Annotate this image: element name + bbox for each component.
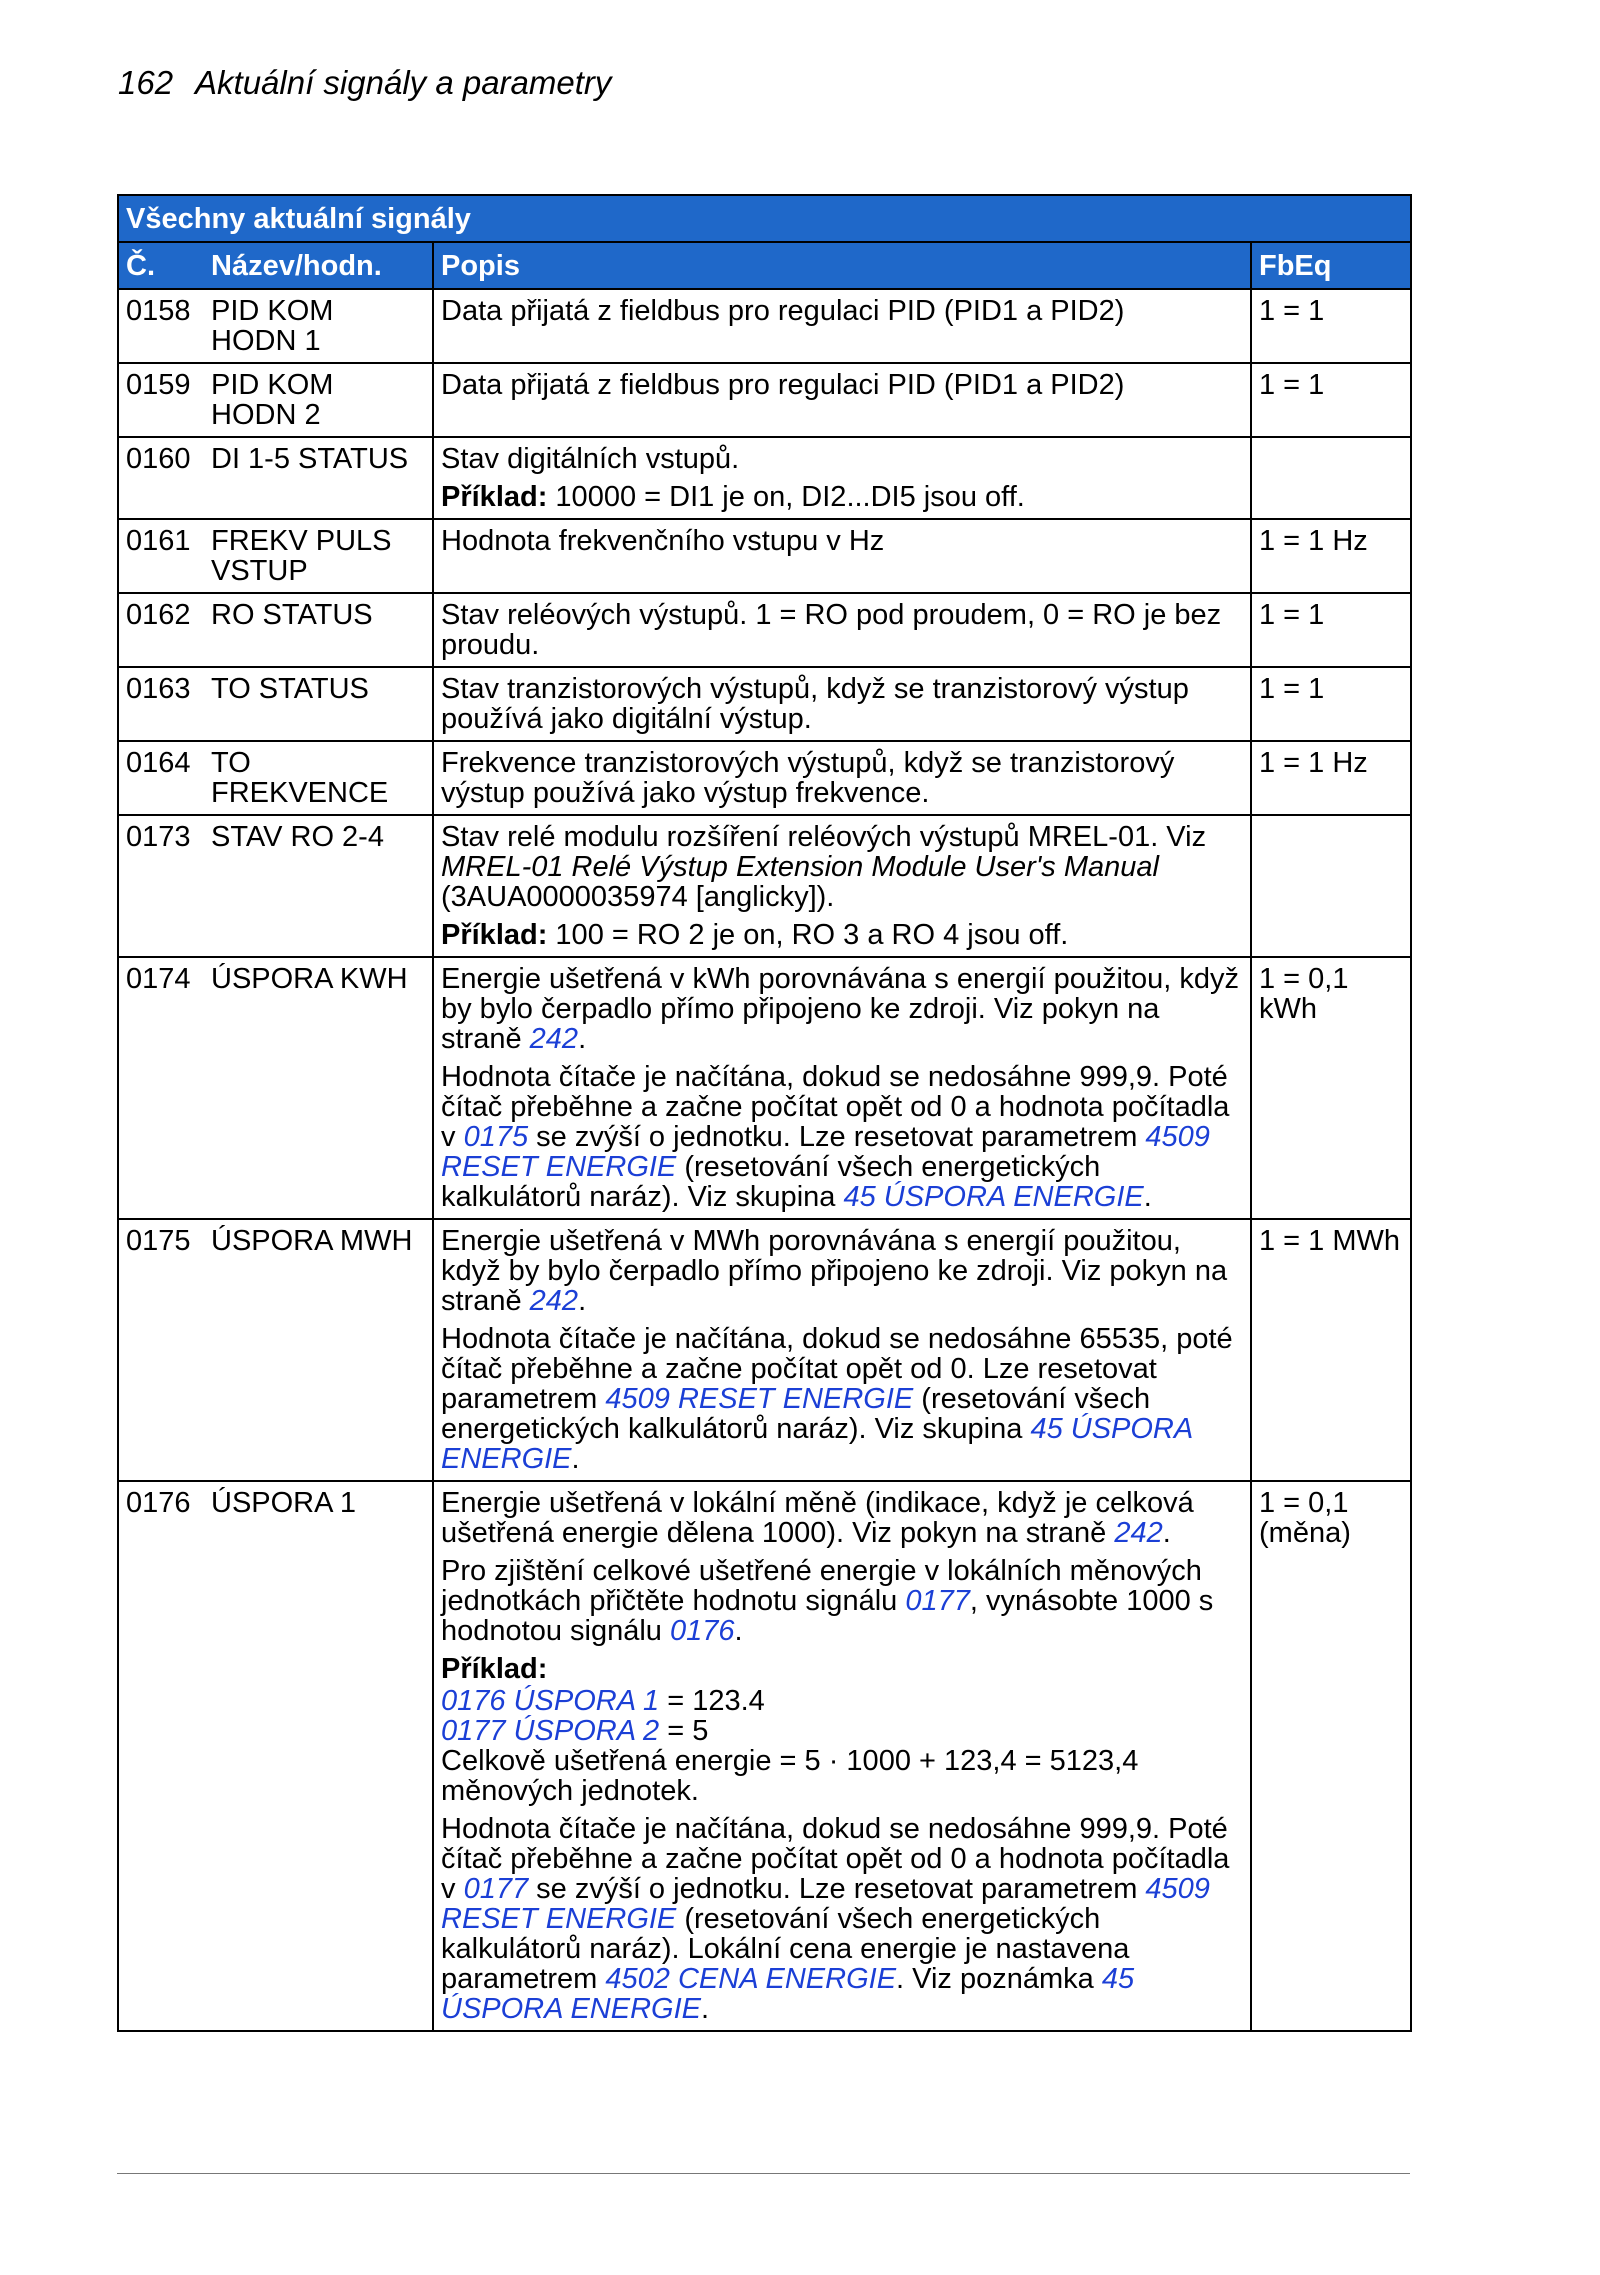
- signal-code: 0174: [118, 957, 204, 1219]
- cross-reference-link[interactable]: 0176: [669, 1615, 735, 1647]
- signal-name: DI 1-5 STATUS: [204, 437, 433, 519]
- table-row: [118, 741, 1411, 815]
- signal-fbeq: 1 = 1: [1251, 363, 1411, 437]
- signal-description: [433, 363, 1251, 437]
- description-paragraph: Stav tranzistorových výstupů, když se tranzistorový výstup používá jako digitální výstup.: [441, 673, 1189, 735]
- example-label: Příklad:: [441, 1653, 548, 1685]
- signal-code: 0163: [118, 667, 204, 741]
- signal-description: [433, 593, 1251, 667]
- signal-name: STAV RO 2-4: [204, 815, 433, 957]
- description-paragraph: Data přijatá z fieldbus pro regulaci PID (PID1 a PID2): [441, 295, 1125, 327]
- column-header-fbeq: FbEq: [1251, 242, 1411, 289]
- table-row: [118, 667, 1411, 741]
- signal-description: [433, 437, 1251, 519]
- signal-name: RO STATUS: [204, 593, 433, 667]
- cross-reference-link[interactable]: 0175: [463, 1121, 529, 1153]
- cross-reference-link[interactable]: 4509 RESET ENERGIE: [441, 1873, 1210, 1935]
- signal-description: [433, 519, 1251, 593]
- table-header-row: [118, 242, 1411, 289]
- cross-reference-link[interactable]: 0177: [463, 1873, 529, 1905]
- description-paragraph: Hodnota čítače je načítána, dokud se nedosáhne 999,9. Poté čítač přeběhne a začne počítat opět od 0 a hodnota počítadla v 0175 se zvýší o jednotku. Lze resetovat parametrem 4509 RESET ENERGIE (resetování všech energetických kalkulátorů naráz). Viz skupina 45 ÚSPORA ENERGIE.: [441, 1061, 1230, 1213]
- signal-code: 0175: [118, 1219, 204, 1481]
- table-row: [118, 519, 1411, 593]
- example-paragraph: Příklad: 100 = RO 2 je on, RO 3 a RO 4 jsou off.: [441, 919, 1069, 951]
- description-paragraph: Data přijatá z fieldbus pro regulaci PID (PID1 a PID2): [441, 369, 1125, 401]
- manual-title: MREL-01 Relé Výstup Extension Module User's Manual: [441, 851, 1159, 883]
- description-paragraph: Energie ušetřená v MWh porovnávána s energií použitou, když by bylo čerpadlo přímo připojeno ke zdroji. Viz pokyn na straně 242.: [441, 1225, 1228, 1317]
- signal-code: 0159: [118, 363, 204, 437]
- signal-name: ÚSPORA MWH: [204, 1219, 433, 1481]
- page-header: [118, 64, 611, 102]
- table-row: [118, 363, 1411, 437]
- description-paragraph: Energie ušetřená v kWh porovnávána s energií použitou, když by bylo čerpadlo přímo připojeno ke zdroji. Viz pokyn na straně 242.: [441, 963, 1239, 1055]
- table-row: [118, 437, 1411, 519]
- column-header-description: Popis: [433, 242, 1251, 289]
- description-paragraph: Frekvence tranzistorových výstupů, když se tranzistorový výstup používá jako výstup frekvence.: [441, 747, 1175, 809]
- example-label: Příklad:: [441, 919, 548, 951]
- cross-reference-link[interactable]: 242: [529, 1285, 579, 1317]
- page-title: Aktuální signály a parametry: [195, 64, 612, 101]
- cross-reference-link[interactable]: 45 ÚSPORA ENERGIE: [441, 1413, 1193, 1475]
- example-label: Příklad:: [441, 481, 548, 513]
- description-paragraph: Hodnota čítače je načítána, dokud se nedosáhne 999,9. Poté čítač přeběhne a začne počítat opět od 0 a hodnota počítadla v 0177 se zvýší o jednotku. Lze resetovat parametrem 4509 RESET ENERGIE (resetování všech energetických kalkulátorů naráz). Lokální cena energie je nastavena parametrem 4502 CENA ENERGIE. Viz poznámka 45 ÚSPORA ENERGIE.: [441, 1813, 1230, 2025]
- column-header-name: Název/hodn.: [204, 242, 433, 289]
- description-paragraph: Energie ušetřená v lokální měně (indikace, když je celková ušetřená energie dělena 1000). Viz pokyn na straně 242.: [441, 1487, 1194, 1549]
- signal-name: FREKV PULS VSTUP: [204, 519, 433, 593]
- cross-reference-link[interactable]: 242: [529, 1023, 579, 1055]
- signal-code: 0160: [118, 437, 204, 519]
- signal-fbeq: 1 = 0,1 (měna): [1251, 1481, 1411, 2031]
- table-row: [118, 815, 1411, 957]
- description-paragraph: Hodnota čítače je načítána, dokud se nedosáhne 65535, poté čítač přeběhne a začne počítat opět od 0. Lze resetovat parametrem 4509 RESET ENERGIE (resetování všech energetických kalkulátorů naráz). Viz skupina 45 ÚSPORA ENERGIE.: [441, 1323, 1233, 1475]
- example-paragraph: Příklad: 10000 = DI1 je on, DI2...DI5 jsou off.: [441, 481, 1025, 513]
- signal-code: 0173: [118, 815, 204, 957]
- signal-fbeq: 1 = 1: [1251, 593, 1411, 667]
- table-row: [118, 1481, 1411, 2031]
- page-number: 162: [118, 64, 174, 101]
- signal-name: TO FREKVENCE: [204, 741, 433, 815]
- table-row: [118, 957, 1411, 1219]
- signals-table: [117, 194, 1412, 2032]
- cross-reference-link[interactable]: 45 ÚSPORA ENERGIE: [843, 1181, 1144, 1213]
- signal-fbeq: 1 = 1 Hz: [1251, 519, 1411, 593]
- signal-description: [433, 1219, 1251, 1481]
- cross-reference-link[interactable]: 4502 CENA ENERGIE: [605, 1963, 897, 1995]
- signal-code: 0162: [118, 593, 204, 667]
- example-line: 0177 ÚSPORA 2 = 5: [441, 1715, 709, 1747]
- signal-fbeq: 1 = 1: [1251, 289, 1411, 363]
- signal-fbeq: [1251, 815, 1411, 957]
- signal-fbeq: 1 = 0,1 kWh: [1251, 957, 1411, 1219]
- cross-reference-link[interactable]: 0176 ÚSPORA 1: [441, 1685, 660, 1717]
- signal-fbeq: [1251, 437, 1411, 519]
- signal-name: TO STATUS: [204, 667, 433, 741]
- cross-reference-link[interactable]: 0177: [905, 1585, 970, 1617]
- signal-description: [433, 957, 1251, 1219]
- example-line: Celkově ušetřená energie = 5 · 1000 + 123,4 = 5123,4 měnových jednotek.: [441, 1745, 1139, 1807]
- signal-name: PID KOM HODN 2: [204, 363, 433, 437]
- cross-reference-link[interactable]: 0177 ÚSPORA 2: [441, 1715, 660, 1747]
- signal-name: ÚSPORA 1: [204, 1481, 433, 2031]
- table-row: [118, 593, 1411, 667]
- example-line: 0176 ÚSPORA 1 = 123.4: [441, 1685, 765, 1717]
- cross-reference-link[interactable]: 45 ÚSPORA ENERGIE: [441, 1963, 1135, 2025]
- description-paragraph: Stav relé modulu rozšíření reléových výstupů MREL-01. Viz MREL-01 Relé Výstup Extension Module User's Manual (3AUA0000035974 [anglicky]).: [441, 821, 1207, 913]
- footer-rule: [117, 2173, 1410, 2174]
- signal-description: [433, 1481, 1251, 2031]
- cross-reference-link[interactable]: 4509 RESET ENERGIE: [605, 1383, 914, 1415]
- signal-code: 0164: [118, 741, 204, 815]
- description-paragraph: Pro zjištění celkové ušetřené energie v lokálních měnových jednotkách přičtěte hodnotu signálu 0177, vynásobte 1000 s hodnotou signálu 0176.: [441, 1555, 1214, 1647]
- signal-description: [433, 289, 1251, 363]
- table-title-row: [118, 195, 1411, 242]
- signal-fbeq: 1 = 1: [1251, 667, 1411, 741]
- signal-code: 0176: [118, 1481, 204, 2031]
- signal-description: [433, 815, 1251, 957]
- description-paragraph: Stav reléových výstupů. 1 = RO pod proudem, 0 = RO je bez proudu.: [441, 599, 1222, 661]
- description-paragraph: Stav digitálních vstupů.: [441, 443, 740, 475]
- column-header-code: Č.: [118, 242, 204, 289]
- table-title: Všechny aktuální signály: [118, 195, 1411, 242]
- example-heading: [441, 1654, 1243, 1684]
- signal-name: ÚSPORA KWH: [204, 957, 433, 1219]
- cross-reference-link[interactable]: 242: [1114, 1517, 1163, 1549]
- cross-reference-link[interactable]: 4509 RESET ENERGIE: [441, 1121, 1210, 1183]
- table-row: [118, 289, 1411, 363]
- signal-code: 0158: [118, 289, 204, 363]
- signal-name: PID KOM HODN 1: [204, 289, 433, 363]
- signal-fbeq: 1 = 1 Hz: [1251, 741, 1411, 815]
- table-row: [118, 1219, 1411, 1481]
- signal-description: [433, 667, 1251, 741]
- signal-fbeq: 1 = 1 MWh: [1251, 1219, 1411, 1481]
- description-paragraph: Hodnota frekvenčního vstupu v Hz: [441, 525, 885, 557]
- signal-code: 0161: [118, 519, 204, 593]
- signal-description: [433, 741, 1251, 815]
